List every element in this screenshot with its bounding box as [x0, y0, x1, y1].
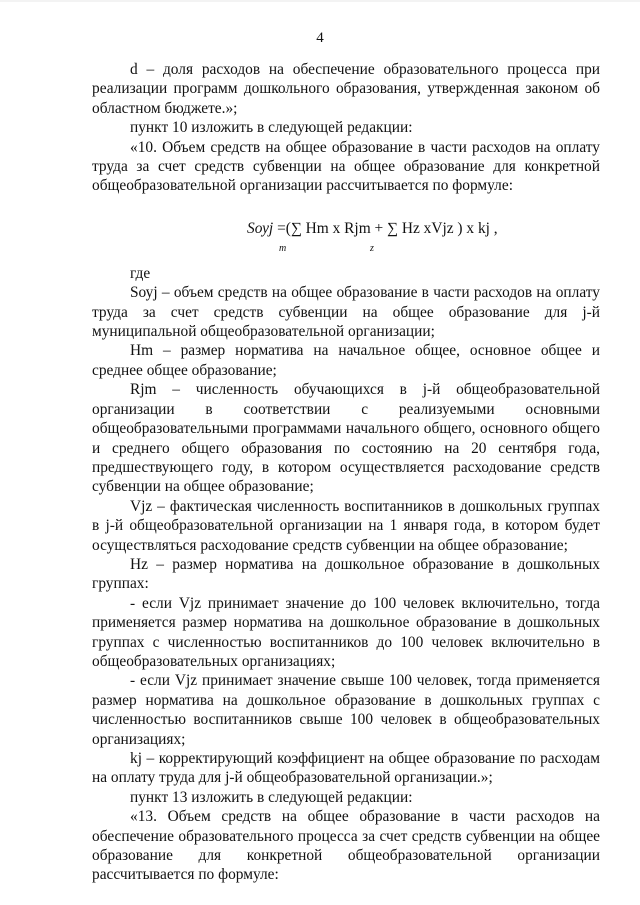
scan-edge — [0, 0, 640, 2]
definition-hz: Hz – размер норматива на дошкольное образование в дошкольных группах: — [92, 555, 600, 593]
formula-lhs: Sоуj — [247, 219, 274, 237]
paragraph-item-10: «10. Объем средств на общее образование в части расходов на оплату труда за счет средств субвенции на общее образование для конкретной общеобразовательной организации рассчитывается по формуле: — [92, 138, 600, 195]
definition-kj: kj – корректирующий коэффициент на общее образование по расходам на оплату труда для j-й общеобразовательной организации.»; — [92, 750, 600, 787]
formula-item-10 — [92, 218, 600, 254]
definition-s: Sоуj – объем средств на общее образование в части расходов на оплату труда за счет средств субвенции на общее образование для j-й муниципальной общеобразовательной организации; — [92, 284, 600, 341]
paragraph-d-share: d – доля расходов на обеспечение образовательного процесса при реализации программ дошкольного образования, утвержденная законом об областном бюджете.»; — [92, 61, 600, 117]
formula-expression — [247, 218, 498, 240]
formula-sum1-index: m — [279, 242, 287, 254]
paragraph-item-10-intro: пункт 10 изложить в следующей редакции: — [130, 119, 413, 137]
page-number: 4 — [316, 30, 324, 46]
paragraph-where: где — [130, 264, 151, 282]
condition-over-100: - если Vjz принимает значение свыше 100 человек, тогда применяется размер норматива на дошкольное образование в дошкольных группах с численностью воспитанников свыше 100 человек в общеобразовательных организациях; — [92, 672, 600, 748]
paragraph-item-13-intro: пункт 13 изложить в следующей редакции: — [130, 788, 413, 806]
formula-rhs: =(∑ Hm x Rjm + ∑ Hz xVjz ) x kj , — [277, 219, 498, 237]
paragraph-item-13: «13. Объем средств на общее образование в части расходов на обеспечение образовательного процесса за счет средств субвенции на общее образование для конкретной общеобразовательной организации рассчитывается по формуле: — [92, 808, 600, 884]
condition-up-to-100: - если Vjz принимает значение до 100 человек включительно, тогда применяется размер норматива на дошкольное образование в дошкольных группах с численностью воспитанников до 100 человек включительно в общеобразовательных организациях; — [92, 594, 600, 670]
document-body — [92, 60, 600, 885]
definition-rjm: Rjm – численность обучающихся в j-й общеобразовательной организации в соответствии с реализуемыми основными общеобразовательными программами начального общего, основного общего и среднего общего образования по состоянию на 20 сентября года, предшествующего году, в котором осуществляется расходование средств субвенции на общее образование; — [92, 381, 600, 496]
definition-hm: Hm – размер норматива на начальное общее, основное общее и среднее общее образование; — [92, 342, 600, 379]
formula-sum2-index: z — [370, 242, 374, 254]
definition-vjz: Vjz – фактическая численность воспитанников в дошкольных группах в j-й общеобразовательной организации на 1 января года, в котором будет осуществляться расходование средств субвенции на общее образование; — [92, 497, 600, 554]
